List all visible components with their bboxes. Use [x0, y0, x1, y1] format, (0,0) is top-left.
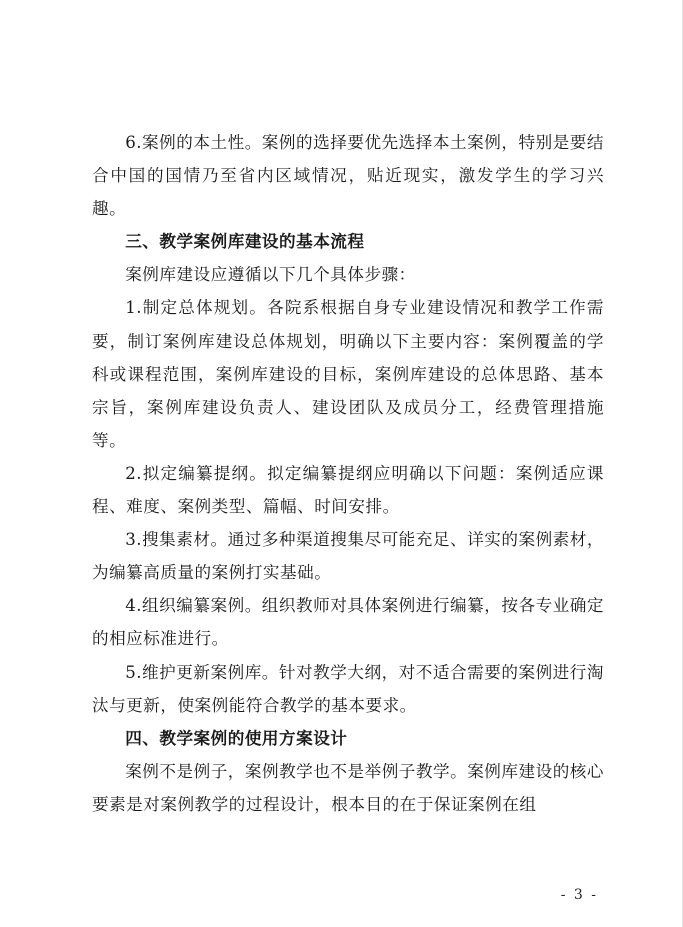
paragraph-step-4: 4.组织编纂案例。组织教师对具体案例进行编纂，按各专业确定的相应标准进行。 — [92, 596, 604, 649]
paragraph-steps-intro: 案例库建设应遵循以下几个具体步骤： — [125, 265, 416, 285]
paragraph-localization: 6.案例的本土性。案例的选择要优先选择本土案例，特别是要结合中国的国情乃至省内区域情况，贴近现实，激发学生的学习兴趣。 — [92, 133, 604, 219]
paragraph-case-usage: 案例不是例子，案例教学也不是举例子教学。案例库建设的核心要素是对案例教学的过程设计，根本目的在于保证案例在组 — [92, 761, 604, 814]
paragraph-step-5: 5.维护更新案例库。针对教学大纲，对不适合需要的案例进行淘汰与更新，使案例能符合教学的基本要求。 — [92, 662, 604, 715]
paragraph-step-2: 2.拟定编纂提纲。拟定编纂提纲应明确以下问题：案例适应课程、难度、案例类型、篇幅、时间安排。 — [92, 463, 604, 517]
paragraph-step-1: 1.制定总体规划。各院系根据自身专业建设情况和教学工作需要，制订案例库建设总体规划，明确以下主要内容：案例覆盖的学科或课程范围，案例库建设的目标，案例库建设的总体思路、基本宗旨，案例库建设负责人、建设团队及成员分工，经费管理措施等。 — [92, 298, 604, 450]
page-number: - 3 - — [560, 887, 598, 903]
section-heading-3: 三、教学案例库建设的基本流程 — [125, 232, 365, 252]
document-body — [92, 126, 604, 821]
paragraph-step-3: 3.搜集素材。通过多种渠道搜集尽可能充足、详实的案例素材，为编纂高质量的案例打实基础。 — [92, 530, 604, 583]
section-heading-4: 四、教学案例的使用方案设计 — [125, 728, 348, 748]
